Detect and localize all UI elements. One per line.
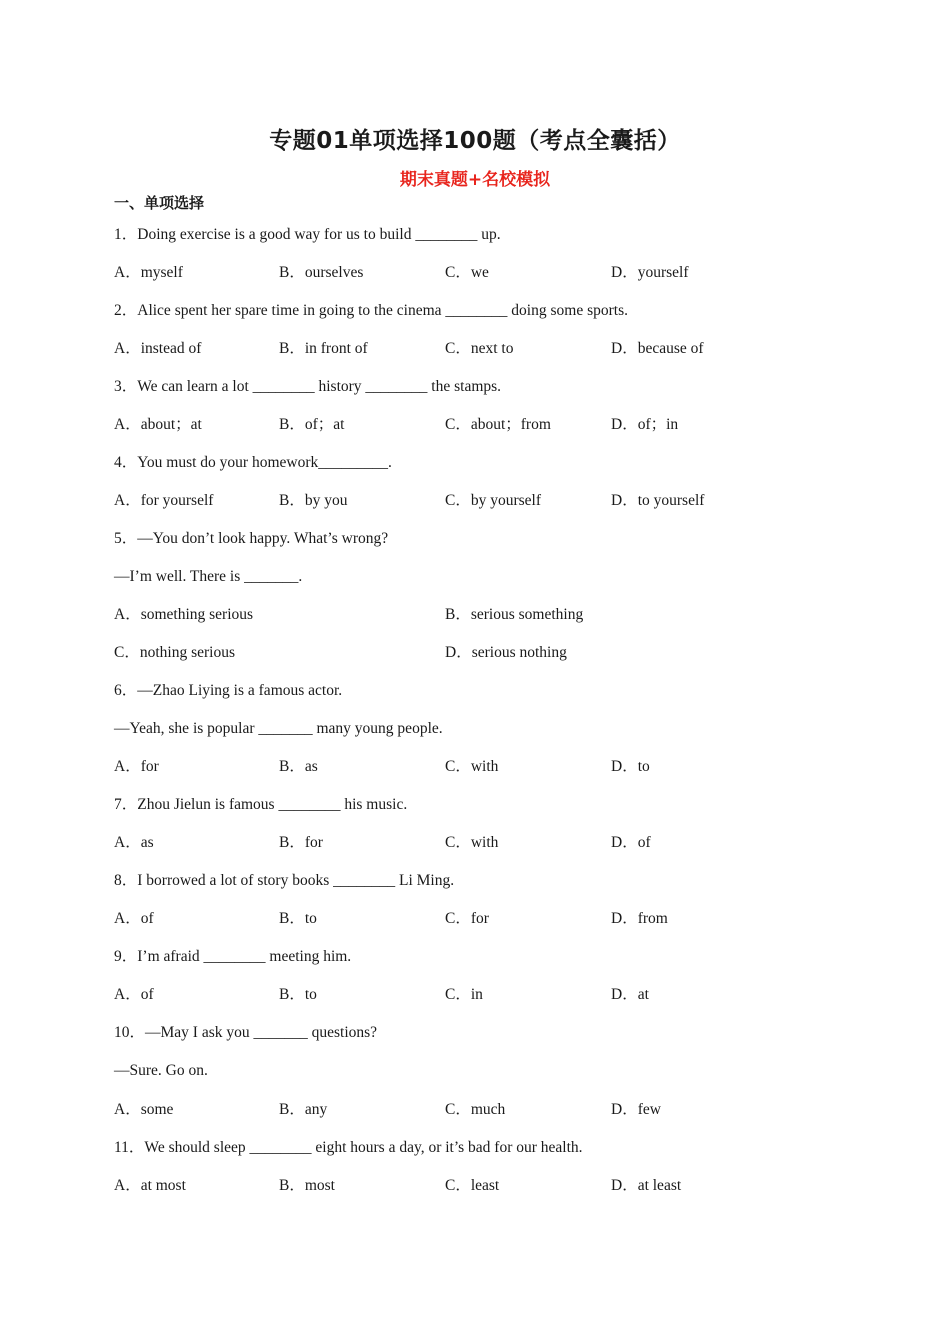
option-c: C．we: [445, 264, 489, 281]
option-b: B．to: [279, 986, 317, 1003]
page-title: 专题01单项选择100题（考点全囊括）: [269, 128, 681, 154]
option-b: B．in front of: [279, 340, 368, 357]
option-b: B．ourselves: [279, 264, 364, 281]
question-reply: —Sure. Go on.: [114, 1062, 208, 1079]
option-d: D．serious nothing: [445, 644, 567, 661]
option-b: B．as: [279, 758, 318, 775]
option-a: A．for yourself: [114, 492, 214, 509]
option-c: C．about；from: [445, 416, 551, 433]
option-a: A．of: [114, 986, 154, 1003]
option-a: A．for: [114, 758, 159, 775]
option-d: D．of；in: [611, 416, 679, 433]
question-stem: 5．—You don’t look happy. What’s wrong?: [114, 530, 389, 547]
question-stem: 3．We can learn a lot ________ history ________ the stamps.: [114, 378, 502, 395]
option-b: B．any: [279, 1101, 328, 1118]
page-subtitle: 期末真题+名校模拟: [399, 170, 551, 190]
question-stem: 10．—May I ask you _______ questions?: [114, 1024, 378, 1041]
option-b: B．to: [279, 910, 317, 927]
option-d: D．because of: [611, 340, 704, 357]
option-c: C．in: [445, 986, 483, 1003]
question-stem: 4．You must do your homework_________.: [114, 454, 392, 471]
option-c: C．with: [445, 834, 499, 851]
option-b: B．of；at: [279, 416, 345, 433]
option-c: C．nothing serious: [114, 644, 235, 661]
option-a: A．some: [114, 1101, 174, 1118]
question-stem: 2．Alice spent her spare time in going to the cinema ________ doing some sports.: [114, 302, 628, 319]
question-stem: 11．We should sleep ________ eight hours a day, or it’s bad for our health.: [114, 1139, 583, 1156]
option-c: C．with: [445, 758, 499, 775]
question-reply: —Yeah, she is popular _______ many young people.: [114, 720, 443, 737]
option-a: A．of: [114, 910, 154, 927]
option-d: D．from: [611, 910, 668, 927]
option-d: D．of: [611, 834, 651, 851]
option-d: D．few: [611, 1101, 661, 1118]
option-d: D．yourself: [611, 264, 689, 281]
option-c: C．for: [445, 910, 489, 927]
question-stem: 6．—Zhao Liying is a famous actor.: [114, 682, 343, 699]
option-c: C．by yourself: [445, 492, 542, 509]
question-stem: 8．I borrowed a lot of story books ________ Li Ming.: [114, 872, 455, 889]
option-a: A．as: [114, 834, 154, 851]
question-reply: —I’m well. There is _______.: [114, 568, 303, 585]
option-c: C．next to: [445, 340, 514, 357]
question-stem: 9．I’m afraid ________ meeting him.: [114, 948, 352, 965]
option-b: B．by you: [279, 492, 348, 509]
option-a: A．something serious: [114, 606, 254, 623]
option-d: D．at least: [611, 1177, 682, 1194]
option-d: D．to: [611, 758, 650, 775]
option-a: A．about；at: [114, 416, 202, 433]
option-d: D．at: [611, 986, 649, 1003]
option-b: B．for: [279, 834, 323, 851]
option-a: A．myself: [114, 264, 183, 281]
option-d: D．to yourself: [611, 492, 705, 509]
question-stem: 7．Zhou Jielun is famous ________ his music.: [114, 796, 408, 813]
option-c: C．least: [445, 1177, 500, 1194]
option-a: A．instead of: [114, 340, 202, 357]
option-a: A．at most: [114, 1177, 186, 1194]
question-stem: 1．Doing exercise is a good way for us to build ________ up.: [114, 226, 501, 243]
option-b: B．serious something: [445, 606, 584, 623]
option-b: B．most: [279, 1177, 335, 1194]
section-heading: 一、单项选择: [114, 194, 205, 212]
option-c: C．much: [445, 1101, 506, 1118]
